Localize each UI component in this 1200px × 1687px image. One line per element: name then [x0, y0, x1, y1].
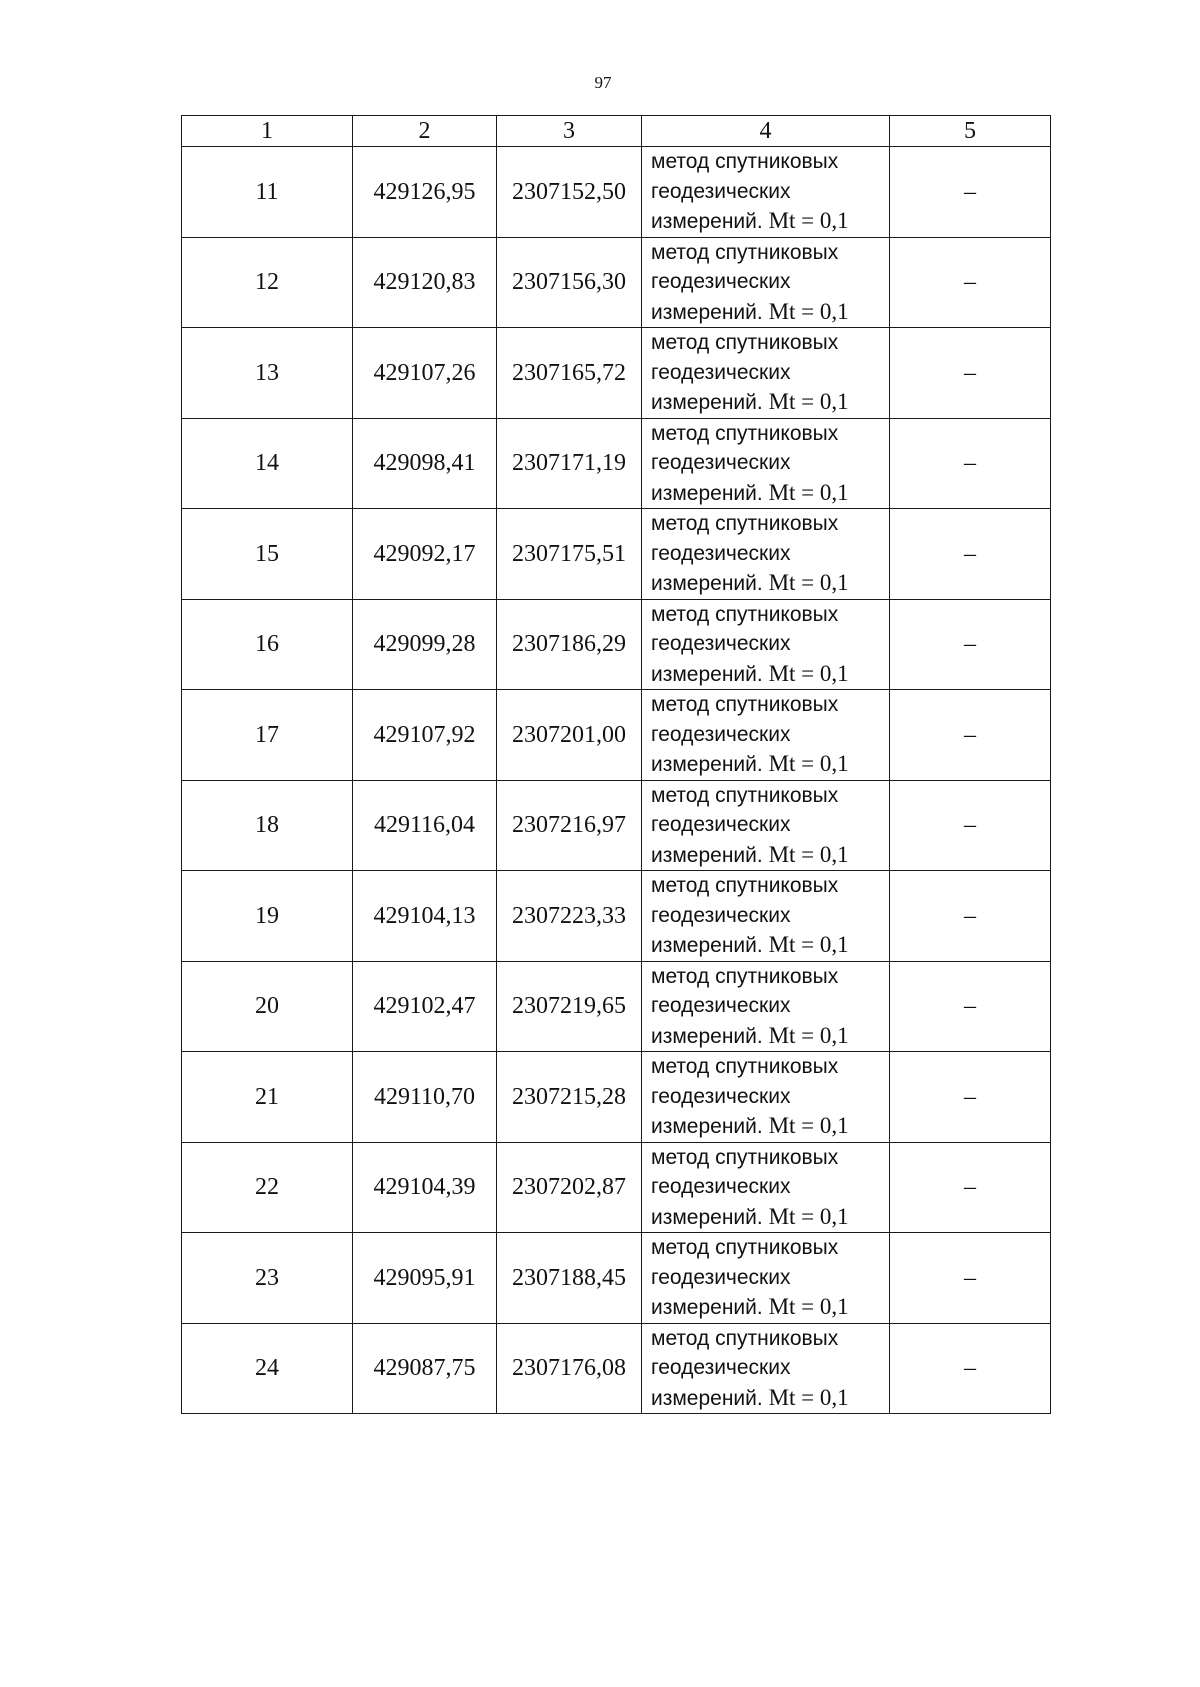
y-coordinate-cell: 2307223,33: [497, 871, 642, 962]
y-coordinate-cell: 2307215,28: [497, 1052, 642, 1143]
method-accuracy: Mt = 0,1: [768, 1022, 849, 1048]
x-coordinate-cell: 429092,17: [353, 509, 497, 600]
header-cell-5: 5: [890, 116, 1051, 147]
note-cell: –: [890, 1323, 1051, 1414]
note-cell: –: [890, 147, 1051, 238]
method-line-3: измерений.: [651, 300, 763, 324]
method-line-1: метод спутниковых: [651, 783, 839, 807]
method-line-1: метод спутниковых: [651, 693, 839, 716]
method-line-3: измерений.: [651, 1296, 763, 1319]
method-line-2: геодезических: [651, 994, 791, 1017]
point-number-cell: 23: [182, 1233, 353, 1324]
point-number-cell: 15: [182, 509, 353, 600]
method-accuracy: Mt = 0,1: [768, 1113, 849, 1138]
note-cell: –: [890, 690, 1051, 781]
method-line-1: метод спутниковых: [651, 150, 839, 173]
table-row: [182, 1233, 1051, 1324]
point-number-cell: 20: [182, 961, 353, 1052]
method-cell: [642, 509, 890, 600]
table-header-row: [182, 116, 1051, 147]
table-row: [182, 418, 1051, 509]
method-accuracy: Mt = 0,1: [768, 208, 849, 233]
x-coordinate-cell: 429104,13: [353, 871, 497, 962]
header-cell-4: 4: [642, 116, 890, 147]
method-line-2: геодезических: [651, 1084, 791, 1108]
method-cell: [642, 871, 890, 962]
point-number-cell: 19: [182, 871, 353, 962]
method-cell: [642, 780, 890, 871]
method-line-1: метод спутниковых: [651, 331, 839, 354]
y-coordinate-cell: 2307156,30: [497, 237, 642, 328]
note-cell: –: [890, 780, 1051, 871]
x-coordinate-cell: 429107,26: [353, 328, 497, 419]
table-row: [182, 509, 1051, 600]
y-coordinate-cell: 2307202,87: [497, 1142, 642, 1233]
page-number: 97: [594, 73, 612, 92]
method-accuracy: Mt = 0,1: [768, 298, 849, 324]
method-cell: [642, 328, 890, 419]
method-cell: [642, 1323, 890, 1414]
header-cell-1: 1: [182, 116, 353, 147]
method-line-3: измерений.: [651, 843, 763, 867]
x-coordinate-cell: 429098,41: [353, 418, 497, 509]
method-line-3: измерений.: [651, 572, 763, 595]
x-coordinate-cell: 429126,95: [353, 147, 497, 238]
method-line-1: метод спутниковых: [651, 240, 839, 264]
header-cell-3: 3: [497, 116, 642, 147]
x-coordinate-cell: 429107,92: [353, 690, 497, 781]
note-cell: –: [890, 509, 1051, 600]
table-row: [182, 147, 1051, 238]
table-row: [182, 599, 1051, 690]
method-cell: [642, 1142, 890, 1233]
method-accuracy: Mt = 0,1: [768, 479, 849, 505]
method-line-3: измерений.: [651, 1115, 763, 1138]
method-accuracy: Mt = 0,1: [768, 660, 849, 686]
x-coordinate-cell: 429099,28: [353, 599, 497, 690]
method-accuracy: Mt = 0,1: [768, 1294, 849, 1319]
note-cell: –: [890, 418, 1051, 509]
method-cell: [642, 147, 890, 238]
point-number-cell: 21: [182, 1052, 353, 1143]
x-coordinate-cell: 429102,47: [353, 961, 497, 1052]
y-coordinate-cell: 2307171,19: [497, 418, 642, 509]
y-coordinate-cell: 2307219,65: [497, 961, 642, 1052]
table-row: [182, 1323, 1051, 1414]
method-line-1: метод спутниковых: [651, 1055, 839, 1078]
point-number-cell: 22: [182, 1142, 353, 1233]
method-line-2: геодезических: [651, 1356, 791, 1379]
method-line-2: геодезических: [651, 541, 791, 565]
method-line-2: геодезических: [651, 1175, 791, 1198]
point-number-cell: 16: [182, 599, 353, 690]
method-accuracy: Mt = 0,1: [768, 1203, 849, 1229]
method-cell: [642, 599, 890, 690]
method-accuracy: Mt = 0,1: [768, 570, 849, 595]
y-coordinate-cell: 2307176,08: [497, 1323, 642, 1414]
y-coordinate-cell: 2307186,29: [497, 599, 642, 690]
method-accuracy: Mt = 0,1: [768, 389, 849, 414]
method-cell: [642, 961, 890, 1052]
method-line-2: геодезических: [651, 1265, 791, 1289]
method-accuracy: Mt = 0,1: [768, 1384, 849, 1410]
method-line-2: геодезических: [651, 813, 791, 836]
x-coordinate-cell: 429087,75: [353, 1323, 497, 1414]
table-row: [182, 237, 1051, 328]
table-row: [182, 961, 1051, 1052]
method-line-3: измерений.: [651, 481, 763, 505]
coordinates-table: [181, 115, 1051, 1414]
note-cell: –: [890, 1052, 1051, 1143]
x-coordinate-cell: 429116,04: [353, 780, 497, 871]
table-body: [182, 147, 1051, 1414]
point-number-cell: 18: [182, 780, 353, 871]
point-number-cell: 11: [182, 147, 353, 238]
table-row: [182, 871, 1051, 962]
method-line-2: геодезических: [651, 179, 791, 203]
note-cell: –: [890, 328, 1051, 419]
table-row: [182, 690, 1051, 781]
point-number-cell: 12: [182, 237, 353, 328]
point-number-cell: 13: [182, 328, 353, 419]
table-row: [182, 1142, 1051, 1233]
method-line-1: метод спутниковых: [651, 421, 839, 445]
method-line-1: метод спутниковых: [651, 602, 839, 626]
method-line-3: измерений.: [651, 662, 763, 686]
note-cell: –: [890, 871, 1051, 962]
note-cell: –: [890, 961, 1051, 1052]
method-accuracy: Mt = 0,1: [768, 751, 849, 776]
method-line-3: измерений.: [651, 1024, 763, 1048]
header-cell-2: 2: [353, 116, 497, 147]
y-coordinate-cell: 2307188,45: [497, 1233, 642, 1324]
method-line-2: геодезических: [651, 722, 791, 746]
y-coordinate-cell: 2307165,72: [497, 328, 642, 419]
y-coordinate-cell: 2307152,50: [497, 147, 642, 238]
x-coordinate-cell: 429104,39: [353, 1142, 497, 1233]
y-coordinate-cell: 2307201,00: [497, 690, 642, 781]
note-cell: –: [890, 237, 1051, 328]
method-accuracy: Mt = 0,1: [768, 841, 849, 867]
method-line-1: метод спутниковых: [651, 512, 839, 535]
method-line-2: геодезических: [651, 632, 791, 655]
x-coordinate-cell: 429095,91: [353, 1233, 497, 1324]
method-line-3: измерений.: [651, 934, 763, 957]
x-coordinate-cell: 429110,70: [353, 1052, 497, 1143]
method-line-3: измерений.: [651, 1205, 763, 1229]
method-line-2: геодезических: [651, 270, 791, 293]
method-line-2: геодезических: [651, 903, 791, 927]
point-number-cell: 17: [182, 690, 353, 781]
method-line-1: метод спутниковых: [651, 1236, 839, 1259]
table-row: [182, 780, 1051, 871]
method-cell: [642, 1052, 890, 1143]
method-line-3: измерений.: [651, 753, 763, 776]
table-row: [182, 328, 1051, 419]
note-cell: –: [890, 1233, 1051, 1324]
method-cell: [642, 690, 890, 781]
method-cell: [642, 237, 890, 328]
method-line-2: геодезических: [651, 451, 791, 474]
table-row: [182, 1052, 1051, 1143]
note-cell: –: [890, 599, 1051, 690]
point-number-cell: 14: [182, 418, 353, 509]
note-cell: –: [890, 1142, 1051, 1233]
method-line-1: метод спутниковых: [651, 874, 839, 897]
y-coordinate-cell: 2307175,51: [497, 509, 642, 600]
method-cell: [642, 1233, 890, 1324]
y-coordinate-cell: 2307216,97: [497, 780, 642, 871]
method-line-1: метод спутниковых: [651, 964, 839, 988]
point-number-cell: 24: [182, 1323, 353, 1414]
method-line-3: измерений.: [651, 1386, 763, 1410]
method-line-1: метод спутниковых: [651, 1145, 839, 1169]
x-coordinate-cell: 429120,83: [353, 237, 497, 328]
method-cell: [642, 418, 890, 509]
method-line-3: измерений.: [651, 210, 763, 233]
method-line-2: геодезических: [651, 360, 791, 384]
method-accuracy: Mt = 0,1: [768, 932, 849, 957]
method-line-3: измерений.: [651, 391, 763, 414]
method-line-1: метод спутниковых: [651, 1326, 839, 1350]
